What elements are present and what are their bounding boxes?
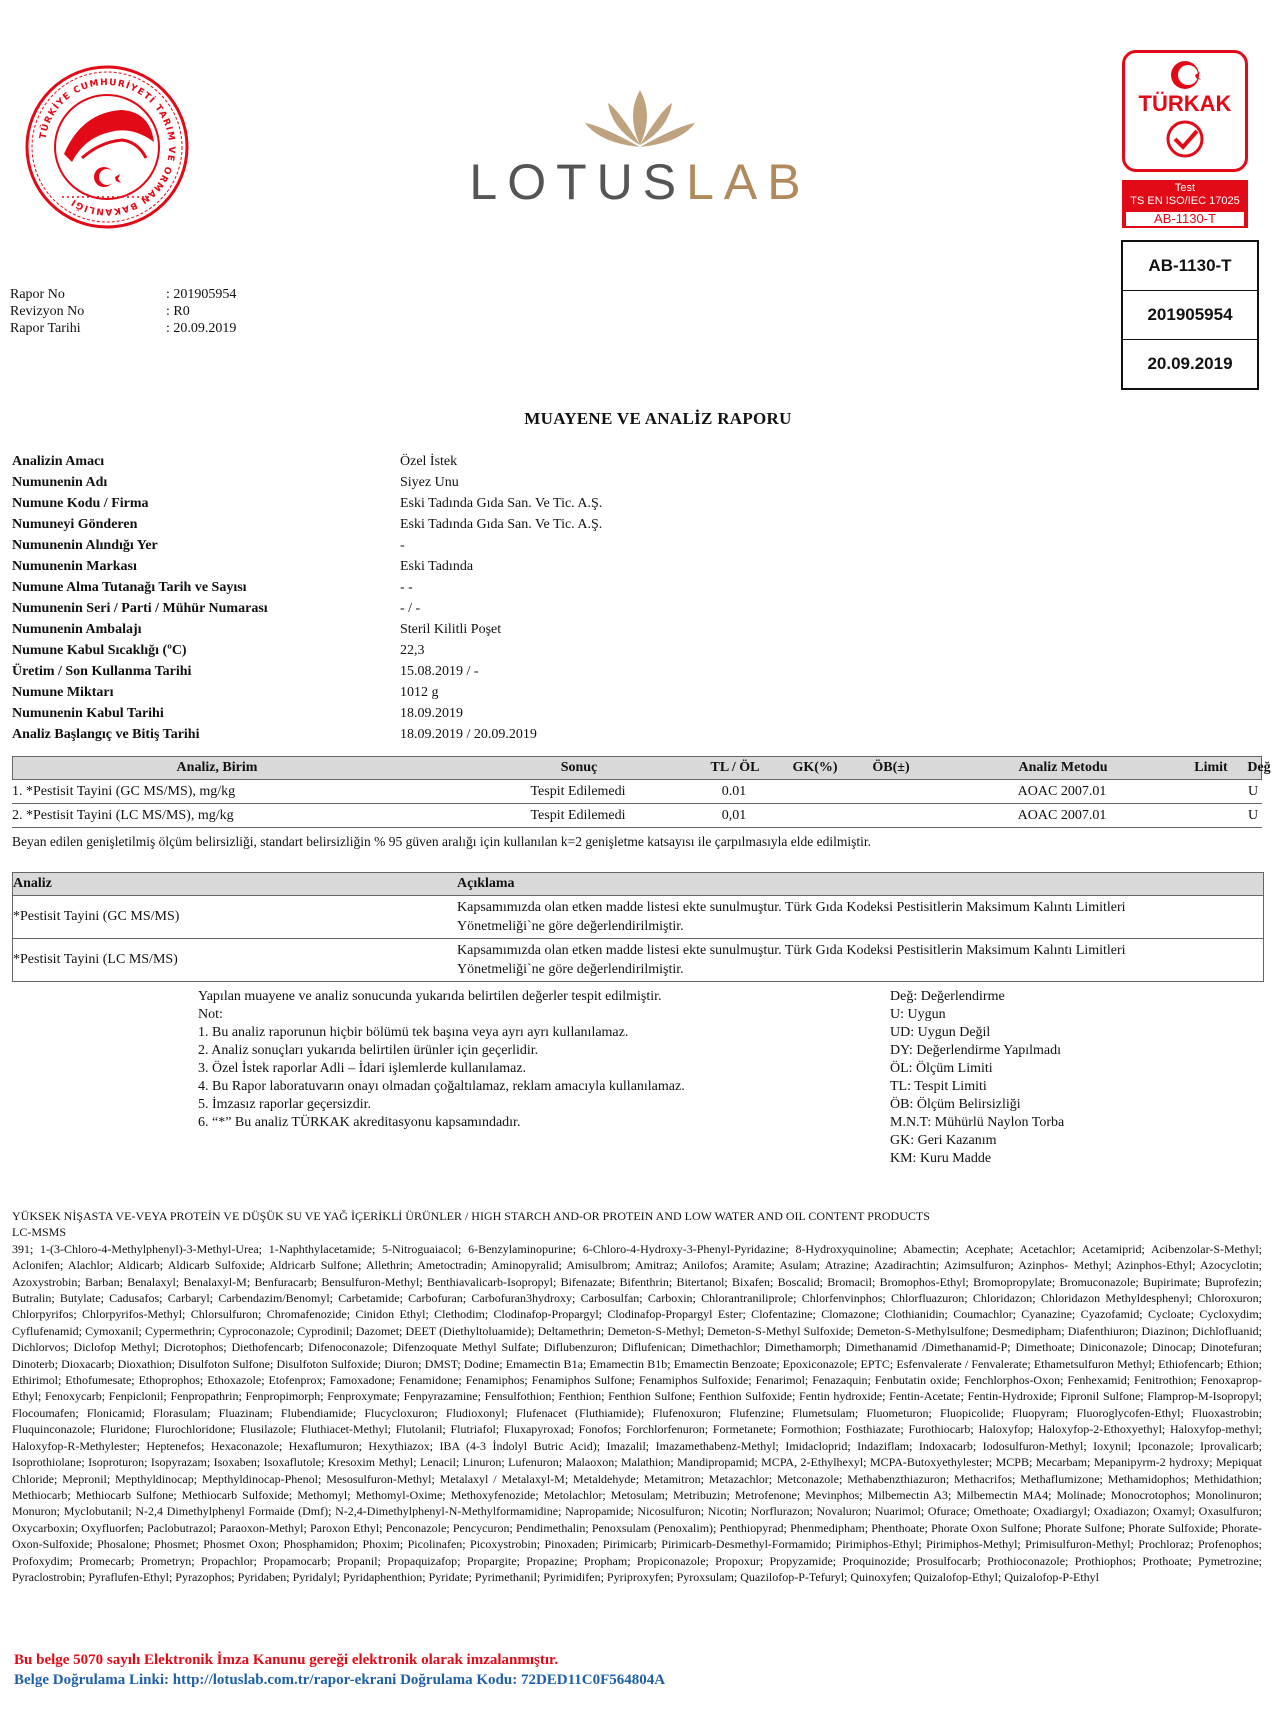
sample-info-row xyxy=(12,514,602,535)
legend-item: DY: Değerlendirme Yapılmadı xyxy=(890,1043,1061,1058)
cell-result: Tespit Edilemedi xyxy=(530,784,626,799)
logo-text-lotus: LOTUS xyxy=(469,154,687,210)
sample-info-value: Eski Tadında Gıda San. Ve Tic. A.Ş. xyxy=(400,517,603,532)
col-header: Analiz xyxy=(13,876,52,891)
results-table xyxy=(12,756,1271,828)
sample-info-row xyxy=(12,556,602,577)
legend-item: UD: Uygun Değil xyxy=(890,1025,991,1040)
col-header: Değ xyxy=(1247,760,1271,775)
cell-analysis: 2. *Pestisit Tayini (LC MS/MS), mg/kg xyxy=(12,808,234,823)
lotuslab-logo xyxy=(440,85,840,215)
checkmark-icon xyxy=(1125,119,1245,165)
meta-label: Rapor Tarihi xyxy=(10,321,81,336)
cell-analysis: *Pestisit Tayini (GC MS/MS) xyxy=(13,909,180,924)
meta-value: : R0 xyxy=(166,304,190,319)
cell-deg: U xyxy=(1248,808,1259,823)
legend-item: KM: Kuru Madde xyxy=(890,1151,992,1166)
cell-method: AOAC 2007.01 xyxy=(1017,808,1107,823)
document-title: MUAYENE VE ANALİZ RAPORU xyxy=(524,409,792,428)
note-item: Yapılan muayene ve analiz sonucunda yukarıda belirtilen değerler tespit edilmiştir. xyxy=(198,989,662,1004)
stamp-report-date: 20.09.2019 xyxy=(1147,354,1233,373)
sample-info-list xyxy=(12,451,602,745)
sample-info-value: 22,3 xyxy=(400,643,425,658)
cell-result: Tespit Edilemedi xyxy=(530,808,626,823)
turkak-standard: TS EN ISO/IEC 17025 xyxy=(1130,195,1240,207)
cell-deg: U xyxy=(1248,784,1259,799)
col-header: GK(%) xyxy=(792,760,838,775)
col-header: Analiz, Birim xyxy=(176,760,258,775)
col-header: Limit xyxy=(1194,760,1228,775)
sample-info-value: 15.08.2019 / - xyxy=(400,664,479,679)
turkak-accreditation-code: AB-1130-T xyxy=(1124,210,1246,228)
scope-section xyxy=(12,1208,1262,1651)
note-item: 4. Bu Rapor laboratuvarın onayı olmadan çoğaltılamaz, reklam amacıyla kullanılamaz. xyxy=(198,1079,685,1094)
sample-info-row xyxy=(12,682,602,703)
scope-title: YÜKSEK NİŞASTA VE-VEYA PROTEİN VE DÜŞÜK SU VE YAĞ İÇERİKLİ ÜRÜNLER / HIGH STARCH AND-OR PROTEIN AND LOW WATER AND OIL CONTENT PRODUCTS xyxy=(12,1209,930,1223)
legend-item: GK: Geri Kazanım xyxy=(890,1133,997,1148)
table-row xyxy=(13,939,1263,981)
note-item: 1. Bu analiz raporunun hiçbir bölümü tek başına veya ayrı ayrı kullanılamaz. xyxy=(198,1025,629,1040)
svg-text:TÜRKİYE CUMHURİYETİ TARIM VE O: TÜRKİYE CUMHURİYETİ TARIM VE ORMAN BAKANLIĞI xyxy=(38,77,177,217)
note-item: 5. İmzasız raporlar geçersizdir. xyxy=(198,1097,371,1112)
report-meta xyxy=(10,286,236,337)
ministry-seal-logo xyxy=(22,62,192,232)
sample-info-value: Özel İstek xyxy=(400,454,458,469)
sample-info-label: Numunenin Markası xyxy=(12,559,137,574)
turkak-name: TÜRKAK xyxy=(1138,91,1232,116)
scope-compound-list: 391; 1-(3-Chloro-4-Methylphenyl)-3-Methyl-Urea; 1-Naphthylacetamide; 5-Nitroguaiacol; 6-Benzylaminopurine; 6-Chloro-4-Hydroxy-3-Phenyl-Pyridazine; 8-Hydroxyquinoline; Abamectin; Acephate; Acetachlor; Acetamiprid; Acibenzolar-S-Methyl; Aclonifen; Alachlor; Aldicarb; Aldicarb Sulfoxide; Aldricarb Sulfone; Allethrin; Ametoctradin; Aminopyralid; Amisulbrom; Amitraz; Anilofos; Aramite; Asulam; Atrazine; Azadirachtin; Azimsulfuron; Azinphos- Methyl; Azinphos-Ethyl; Azocyclotin; Azoxystrobin; Barban; Benalaxyl; Benalaxyl-M; Benfuracarb; Bensulfuron-Methyl; Benthiavalicarb-Isopropyl; Bifenazate; Bifenthrin; Bitertanol; Bixafen; Boscalid; Bromacil; Bromophos-Ethyl; Bromopropylate; Bromuconazole; Bupirimate; Buprofezin; Butralin; Butylate; Cadusafos; Carbaryl; Carbendazim/Benomyl; Carbetamide; Carbofuran; Carbofuran3hydroxy; Carbosulfan; Carboxin; Chlorantraniliprole; Chlorfenvinphos; Chlorfluazuron; Chloridazon; Chloridazon Methyldesphenyl; Chloroxuron; Chlorpyrifos; Chlorpyrifos-Methyl; Chlorsulfuron; Chromafenozide; Cinidon Ethyl; Clethodim; Clodinafop-Propargyl; Clodinafop-Propargyl Ester; Clofentazine; Clomazone; Clothianidin; Coumachlor; Cyanazine; Cyazofamid; Cycloate; Cycloxydim; Cyflufenamid; Cymoxanil; Cypermethrin; Cyproconazole; Cyprodinil; Dazomet; DEET (Diethyltoluamide); Deltamethrin; Demeton-S-Methyl; Demeton-S-Methyl Sulfoxide; Demeton-S-Methylsulfone; Desmedipham; Diafenthiuron; Diazinon; Dichlofluanid; Dichlorvos; Diclofop Methyl; Dicrotophos; Diethofencarb; Difenoconazole; Difenzoquate Methyl Sulfate; Diflubenzuron; Diflufenican; Dimethachlor; Dimethamorph; Dimethanamid /Dimethanamid-P; Dimethoate; Diniconazole; Dinocap; Dinotefuran; Dinoterb; Dioxacarb; Dioxathion; Disulfoton Sulfone; Disulfoton Sulfoxide; Diuron; DMST; Dodine; Emamectin B1a; Emamectin B1b; Emamectin Benzoate; Epoxiconazole; EPTC; Esfenvalerate / Fenvalerate; Ethametsulfuron Methyl; Ethiofencarb; Ethion; Ethirimol; Ethofumesate; Ethoprophos; Ethoxazole; Etofenprox; Famoxadone; Fenamidone; Fenamiphos; Fenamiphos Sulfone; Fenamiphos Sulfoxide; Fenarimol; Fenazaquin; Fenbutatin oxide; Fenchlorphos-Oxon; Fenhexamid; Fenitrothion; Fenoxaprop-Ethyl; Fenoxycarb; Fenpiclonil; Fenpropathrin; Fenpropimorph; Fenproxymate; Fenpyrazamine; Fensulfothion; Fenthion; Fenthion Sulfone; Fenthion Sulfoxide; Fentin hydroxide; Fentin-Acetate; Fentin-Hydroxide; Fipronil Sulfone; Flamprop-M-Isopropyl; Flocoumafen; Flonicamid; Florasulam; Fluazinam; Flubendiamide; Flucycloxuron; Fludioxonyl; Flufenacet (Fluthiamide); Flufenoxuron; Flufenzine; Flumetsulam; Fluometuron; Fluopicolide; Fluopyram; Fluoroglycofen-Ethyl; Fluoxastrobin; Fluquinconazole; Fluridone; Flurochloridone; Flusilazole; Fluthiacet-Methyl; Flutolanil; Flutriafol; Fluxapyroxad; Fonofos; Forchlorfenuron; Formetanete; Formothion; Fosthiazate; Furothiocarb; Haloxyfop; Haloxyfop-2-Ethoxyethyl; Haloxyfop-methyl; Haloxyfop-R-Methylester; Heptenefos; Hexaconazole; Hexaflumuron; Hexythiazox; IBA (4-3 İndolyl Butric Acid); Imazalil; Imazamethabenz-Methyl; Imidacloprid; Indaziflam; Indoxacarb; Iodosulfuron-Methyl; Ioxynil; Ipconazole; Iprovalicarb; Isoprothiolane; Isoproturon; Isopyrazam; Isoxaben; Isoxaflutole; Kresoxim Methyl; Lenacil; Linuron; Lufenuron; Malaoxon; Malathion; Mandipropamid; MCPA, 2-Ethylhexyl; MCPA-Butoxyethylester; MCPB; Mecarbam; Mepanipyrm-2 hydroxy; Mepiquat Chloride; Mepronil; Mepthyldinocap; Mepthyldinocap-Phenol; Mesosulfuron-Methyl; Metalaxyl / Metalaxyl-M; Metaldehyde; Metamitron; Metazachlor; Metconazole; Methabenzthiazuron; Methacrifos; Methaflumizone; Methamidophos; Methidathion; Methiocarb; Methiocarb Sulfone; Methiocarb Sulfoxide; Methomyl; Methomyl-Oxime; Methoxyfenozide; Metolachlor; Metosulam; Metribuzin; Metrofenone; Mevinphos; Milbemectin A3; Milbemectin MA4; Molinade; Monocrotophos; Monolinuron; Monuron; Myclobutanil; N-2,4 Dimethylphenyl Formaide (Dmf); N-2,4-Dimethylphenyl-N-Methylformamidine; Napropamide; Nicosulfuron; Nicotin; Norflurazon; Novaluron; Nuarimol; Ofurace; Omethoate; Oxadiargyl; Oxadiazon; Oxamyl; Oxasulfuron; Oxycarboxin; Oxyfluorfen; Paclobutrazol; Paraoxon-Methyl; Paroxon Ethyl; Penconazole; Pencycuron; Pendimethalin; Penoxsulam (Penoxalim); Penthiopyrad; Phenmedipham; Phenthoate; Phorate Oxon Sulfone; Phorate Sulfone; Phorate Sulfoxide; Phorate-Oxon-Sulfoxide; Phosalone; Phosmet; Phosmet Oxon; Phosphamidon; Phoxim; Picolinafen; Picoxystrobin; Pinoxaden; Pirimicarb; Pirimicarb-Desmethyl-Formamido; Pirimiphos-Ethyl; Pirimiphos-Methyl; Primisulfuron-Methyl; Prochloraz; Profenophos; Profoxydim; Promecarb; Prometryn; Propachlor; Propamocarb; Propanil; Propaquizafop; Propargite; Propazine; Propham; Propiconazole; Propoxur; Propyzamide; Proquinozide; Prosulfocarb; Prothioconazole; Prothiophos; Prothoate; Pymetrozine; Pyraclostrobin; Pyraflufen-Ethyl; Pyrazophos; Pyridaben; Pyridalyl; Pyridaphenthion; Pyridate; Pyrimethanil; Pyrimidifen; Pyriproxyfen; Pyroxsulam; Quazilofop-P-Tefuryl; Quinoxyfen; Quizalofop-Ethyl; Quizalofop-P-Ethyl xyxy=(12,1241,1262,1584)
cell-tl: 0,01 xyxy=(721,808,747,823)
meta-value: : 201905954 xyxy=(166,287,237,302)
stamp-report-no: 201905954 xyxy=(1123,291,1257,340)
sample-info-label: Numune Kabul Sıcaklığı (ºC) xyxy=(12,643,187,658)
note-item: 3. Özel İstek raporlar Adli – İdari işlemlerde kullanılamaz. xyxy=(198,1061,527,1076)
sample-info-label: Numune Alma Tutanağı Tarih ve Sayısı xyxy=(12,580,247,595)
description-line: Kapsamımızda olan etken madde listesi ekte sunulmuştur. Türk Gıda Kodeksi Pestisitlerin Maksimum Kalıntı Limitleri xyxy=(457,900,1126,915)
sample-info-label: Numunenin Adı xyxy=(12,475,108,490)
turkak-test-label: Test xyxy=(1174,182,1196,194)
sample-info-value: Steril Kilitli Poşet xyxy=(400,622,502,637)
sample-info-value: Eski Tadında xyxy=(400,559,474,574)
sample-info-row xyxy=(12,703,602,724)
cell-analysis: *Pestisit Tayini (LC MS/MS) xyxy=(13,952,178,967)
col-header: ÖB(±) xyxy=(872,760,910,775)
col-header: Açıklama xyxy=(457,876,515,891)
verification-link[interactable]: Belge Doğrulama Linki: http://lotuslab.com.tr/rapor-ekrani Doğrulama Kodu: 72DED11C0F564804A xyxy=(14,1672,666,1688)
uncertainty-note: Beyan edilen genişletilmiş ölçüm belirsizliği, standart belirsizliğin % 95 güven aralığı için kullanılan k=2 genişletme katsayısı ile çarpılmasıyla elde edilmiştir. xyxy=(12,834,872,849)
col-header: TL / ÖL xyxy=(710,760,760,775)
sample-info-row xyxy=(12,598,602,619)
sample-info-row xyxy=(12,640,602,661)
sample-info-row xyxy=(12,472,602,493)
sample-info-value: 18.09.2019 / 20.09.2019 xyxy=(400,727,537,742)
sample-info-label: Numunenin Seri / Parti / Mühür Numarası xyxy=(12,601,268,616)
sample-info-value: - / - xyxy=(400,601,421,616)
cell-description xyxy=(457,939,1263,981)
sample-info-label: Numune Miktarı xyxy=(12,685,114,700)
sample-info-value: Siyez Unu xyxy=(400,475,459,490)
sample-info-label: Numunenin Kabul Tarihi xyxy=(12,706,164,721)
sample-info-label: Üretim / Son Kullanma Tarihi xyxy=(12,664,192,679)
meta-value: : 20.09.2019 xyxy=(166,321,237,336)
sample-info-label: Numune Kodu / Firma xyxy=(12,496,149,511)
legend-item: U: Uygun xyxy=(890,1007,946,1022)
sample-info-label: Analizin Amacı xyxy=(12,454,105,469)
col-header: Analiz Metodu xyxy=(1018,760,1108,775)
legend-item: ÖL: Ölçüm Limiti xyxy=(890,1061,993,1076)
description-line: Kapsamımızda olan etken madde listesi ekte sunulmuştur. Türk Gıda Kodeksi Pestisitlerin Maksimum Kalıntı Limitleri xyxy=(457,943,1126,958)
note-item: Not: xyxy=(198,1007,223,1022)
e-signature-notice: Bu belge 5070 sayılı Elektronik İmza Kanunu gereği elektronik olarak imzalanmıştır. xyxy=(14,1652,559,1668)
explanation-table xyxy=(12,872,1264,982)
meta-label: Rapor No xyxy=(10,287,65,302)
legend-item: TL: Tespit Limiti xyxy=(890,1079,987,1094)
legend-item: M.N.T: Mühürlü Naylon Torba xyxy=(890,1115,1065,1130)
sample-info-row xyxy=(12,451,602,472)
sample-info-label: Numunenin Alındığı Yer xyxy=(12,538,158,553)
table-row xyxy=(12,804,1262,828)
sample-info-row xyxy=(12,619,602,640)
lotus-flower-icon xyxy=(440,85,840,155)
sample-info-row xyxy=(12,661,602,682)
sample-info-value: - - xyxy=(400,580,413,595)
sample-info-label: Numuneyi Gönderen xyxy=(12,517,138,532)
sample-info-value: - xyxy=(400,538,405,553)
cell-description xyxy=(457,896,1263,938)
legend-item: Değ: Değerlendirme xyxy=(890,989,1005,1004)
explanation-header-row xyxy=(13,873,1263,896)
footer xyxy=(14,1650,665,1690)
sample-info-row xyxy=(12,493,602,514)
description-line: Yönetmeliği`ne göre değerlendirilmiştir. xyxy=(457,962,684,977)
sample-info-row xyxy=(12,724,602,745)
turkak-accreditation-mark xyxy=(1122,50,1248,228)
note-item: 6. “*” Bu analiz TÜRKAK akreditasyonu kapsamındadır. xyxy=(198,1115,521,1130)
sample-info-label: Analiz Başlangıç ve Bitiş Tarihi xyxy=(12,727,200,742)
cell-method: AOAC 2007.01 xyxy=(1017,784,1107,799)
logo-text-lab: LAB xyxy=(686,154,811,210)
sample-info-value: 1012 g xyxy=(400,685,439,700)
meta-label: Revizyon No xyxy=(10,304,85,319)
sample-info-label: Numunenin Ambalajı xyxy=(12,622,142,637)
sample-info-value: Eski Tadında Gıda San. Ve Tic. A.Ş. xyxy=(400,496,603,511)
notes-list xyxy=(198,988,685,1132)
legend-list xyxy=(890,988,1064,1168)
results-header-row xyxy=(12,756,1271,780)
col-header: Sonuç xyxy=(560,760,598,775)
table-row xyxy=(13,896,1263,939)
legend-item: ÖB: Ölçüm Belirsizliği xyxy=(890,1097,1021,1112)
cell-tl: 0.01 xyxy=(721,784,747,799)
accreditation-stamp-box xyxy=(1121,240,1259,390)
sample-info-value: 18.09.2019 xyxy=(400,706,463,721)
table-row xyxy=(12,780,1262,804)
scope-method: LC-MSMS xyxy=(12,1225,67,1240)
stamp-accreditation-no: AB-1130-T xyxy=(1123,242,1257,291)
sample-info-row xyxy=(12,577,602,598)
cell-analysis: 1. *Pestisit Tayini (GC MS/MS), mg/kg xyxy=(12,784,236,799)
note-item: 2. Analiz sonuçları yukarıda belirtilen ürünler için geçerlidir. xyxy=(198,1043,539,1058)
description-line: Yönetmeliği`ne göre değerlendirilmiştir. xyxy=(457,919,684,934)
sample-info-row xyxy=(12,535,602,556)
